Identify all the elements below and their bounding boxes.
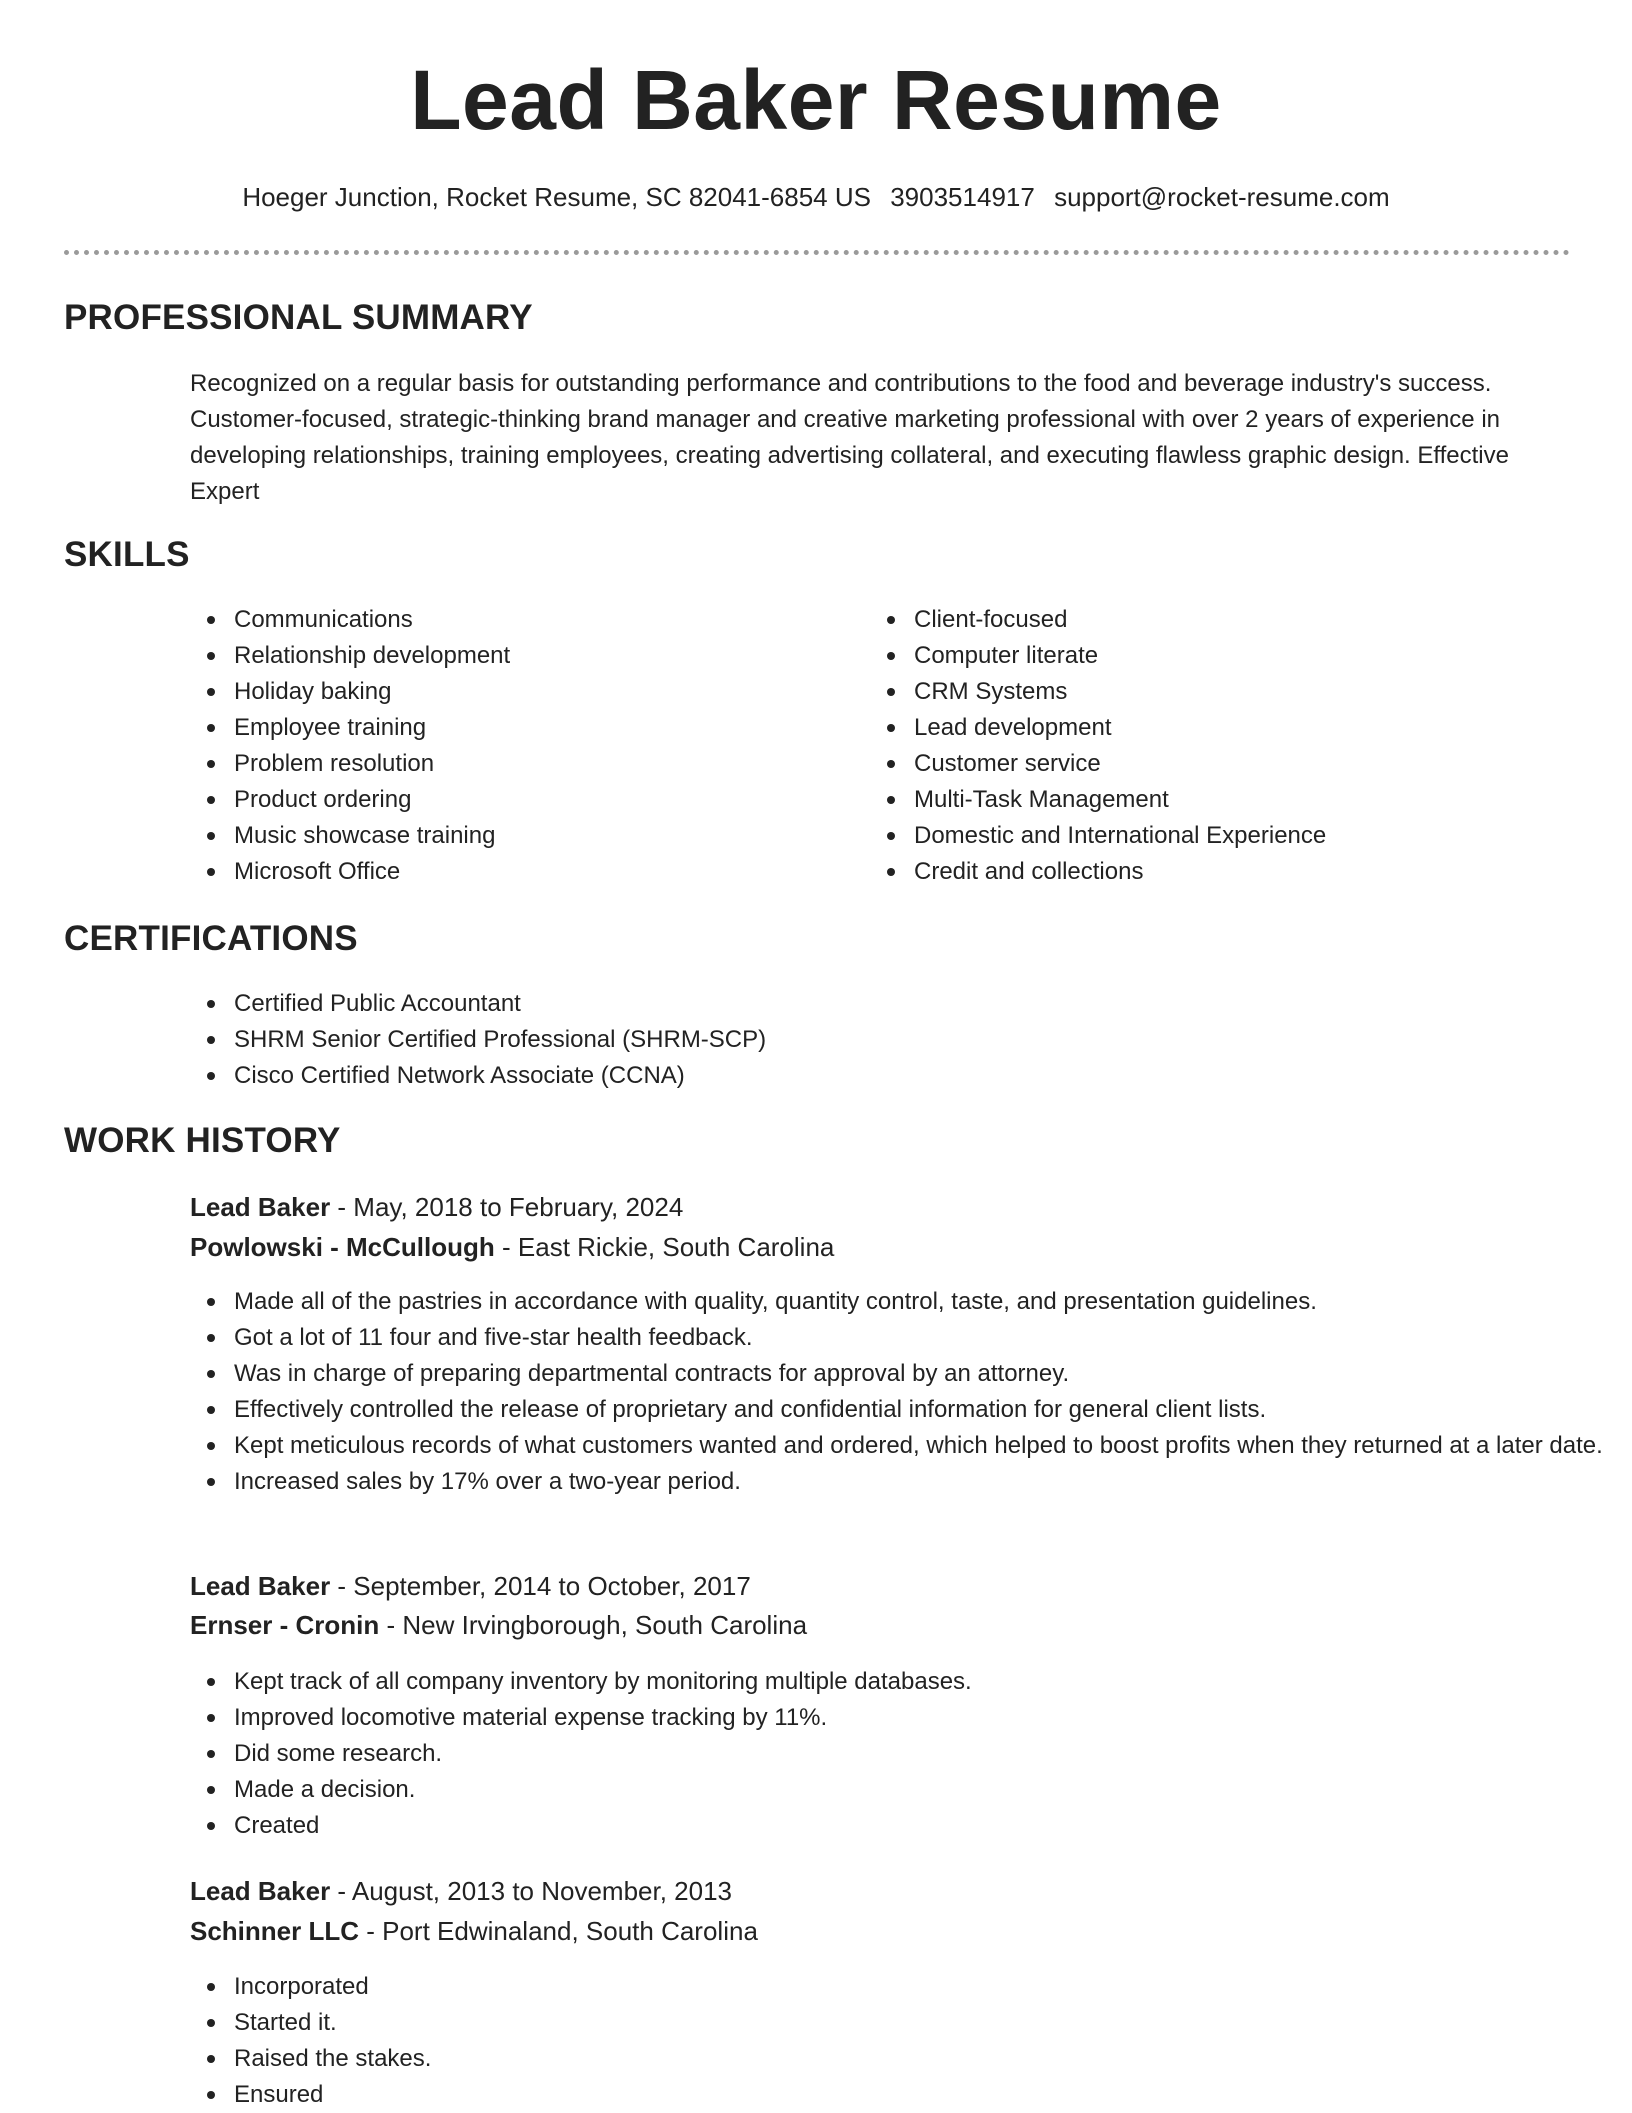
skills-list-right (870, 602, 1574, 890)
job-dates: - May, 2018 to February, 2024 (330, 1192, 684, 1222)
job-bullets (190, 1969, 1614, 2113)
job-bullets (190, 1664, 1614, 1844)
job-bullet: Kept meticulous records of what customers wanted and ordered, which helped to boost profits when they returned at a later date. (234, 1428, 1614, 1464)
job-title-line (190, 1571, 751, 1602)
skill-item: Communications (234, 602, 854, 638)
contact-line (0, 182, 1632, 213)
job-bullet: Incorporated (234, 1969, 1614, 2005)
job-location: - East Rickie, South Carolina (494, 1232, 835, 1262)
certifications-list (190, 986, 1534, 1094)
contact-phone: 3903514917 (890, 182, 1035, 212)
job-dates: - September, 2014 to October, 2017 (330, 1571, 751, 1601)
job-bullet: Got a lot of 11 four and five-star health feedback. (234, 1320, 1614, 1356)
skill-item: Computer literate (914, 638, 1574, 674)
work-history-heading: WORK HISTORY (64, 1121, 341, 1160)
job-company-line (190, 1916, 758, 1947)
summary-heading: PROFESSIONAL SUMMARY (64, 298, 533, 337)
skill-item: Client-focused (914, 602, 1574, 638)
skill-item: Microsoft Office (234, 854, 854, 890)
contact-email: support@rocket-resume.com (1054, 182, 1390, 212)
skill-item: Employee training (234, 710, 854, 746)
job-bullet: Made a decision. (234, 1772, 1614, 1808)
job-bullet: Created (234, 1808, 1614, 1844)
job-bullet: Did some research. (234, 1736, 1614, 1772)
contact-address: Hoeger Junction, Rocket Resume, SC 82041-6854 US (242, 182, 871, 212)
skill-item: Music showcase training (234, 818, 854, 854)
job-dates: - August, 2013 to November, 2013 (330, 1876, 733, 1906)
job-bullet: Improved locomotive material expense tracking by 11%. (234, 1700, 1614, 1736)
job-company: Ernser - Cronin (190, 1610, 380, 1640)
job-bullet: Ensured (234, 2077, 1614, 2113)
certification-item: Cisco Certified Network Associate (CCNA) (234, 1058, 1534, 1094)
job-bullet: Effectively controlled the release of proprietary and confidential information for general client lists. (234, 1392, 1614, 1428)
job-company: Schinner LLC (190, 1916, 360, 1946)
job-bullets (190, 1284, 1614, 1500)
job-title-line (190, 1192, 683, 1223)
job-company-line (190, 1610, 807, 1641)
job-company-line (190, 1232, 834, 1263)
job-role: Lead Baker (190, 1571, 331, 1601)
job-bullet: Raised the stakes. (234, 2041, 1614, 2077)
skill-item: Problem resolution (234, 746, 854, 782)
job-bullet: Was in charge of preparing departmental contracts for approval by an attorney. (234, 1356, 1614, 1392)
skill-item: CRM Systems (914, 674, 1574, 710)
job-bullet: Increased sales by 17% over a two-year period. (234, 1464, 1614, 1500)
job-company: Powlowski - McCullough (190, 1232, 495, 1262)
certification-item: SHRM Senior Certified Professional (SHRM-SCP) (234, 1022, 1534, 1058)
job-title-line (190, 1876, 732, 1907)
job-location: - New Irvingborough, South Carolina (379, 1610, 808, 1640)
job-role: Lead Baker (190, 1192, 331, 1222)
resume-title: Lead Baker Resume (410, 53, 1222, 147)
summary-text: Recognized on a regular basis for outstanding performance and contributions to the food and beverage industry's success. Customer-focused, strategic-thinking brand manager and creative marketing professional with over 2 years of experience in developing relationships, training employees, creating advertising collateral, and executing flawless graphic design. Effective Expert (190, 370, 1509, 505)
job-location: - Port Edwinaland, South Carolina (359, 1916, 758, 1946)
skill-item: Lead development (914, 710, 1574, 746)
skill-item: Domestic and International Experience (914, 818, 1574, 854)
skill-item: Relationship development (234, 638, 854, 674)
skill-item: Holiday baking (234, 674, 854, 710)
skills-list-left (190, 602, 854, 890)
skill-item: Credit and collections (914, 854, 1574, 890)
job-role: Lead Baker (190, 1876, 331, 1906)
certification-item: Certified Public Accountant (234, 986, 1534, 1022)
skill-item: Customer service (914, 746, 1574, 782)
job-bullet: Made all of the pastries in accordance with quality, quantity control, taste, and presentation guidelines. (234, 1284, 1614, 1320)
job-bullet: Started it. (234, 2005, 1614, 2041)
skill-item: Product ordering (234, 782, 854, 818)
skill-item: Multi-Task Management (914, 782, 1574, 818)
header-divider (64, 250, 1570, 255)
skills-heading: SKILLS (64, 535, 190, 574)
certifications-heading: CERTIFICATIONS (64, 919, 358, 958)
job-bullet: Kept track of all company inventory by monitoring multiple databases. (234, 1664, 1614, 1700)
